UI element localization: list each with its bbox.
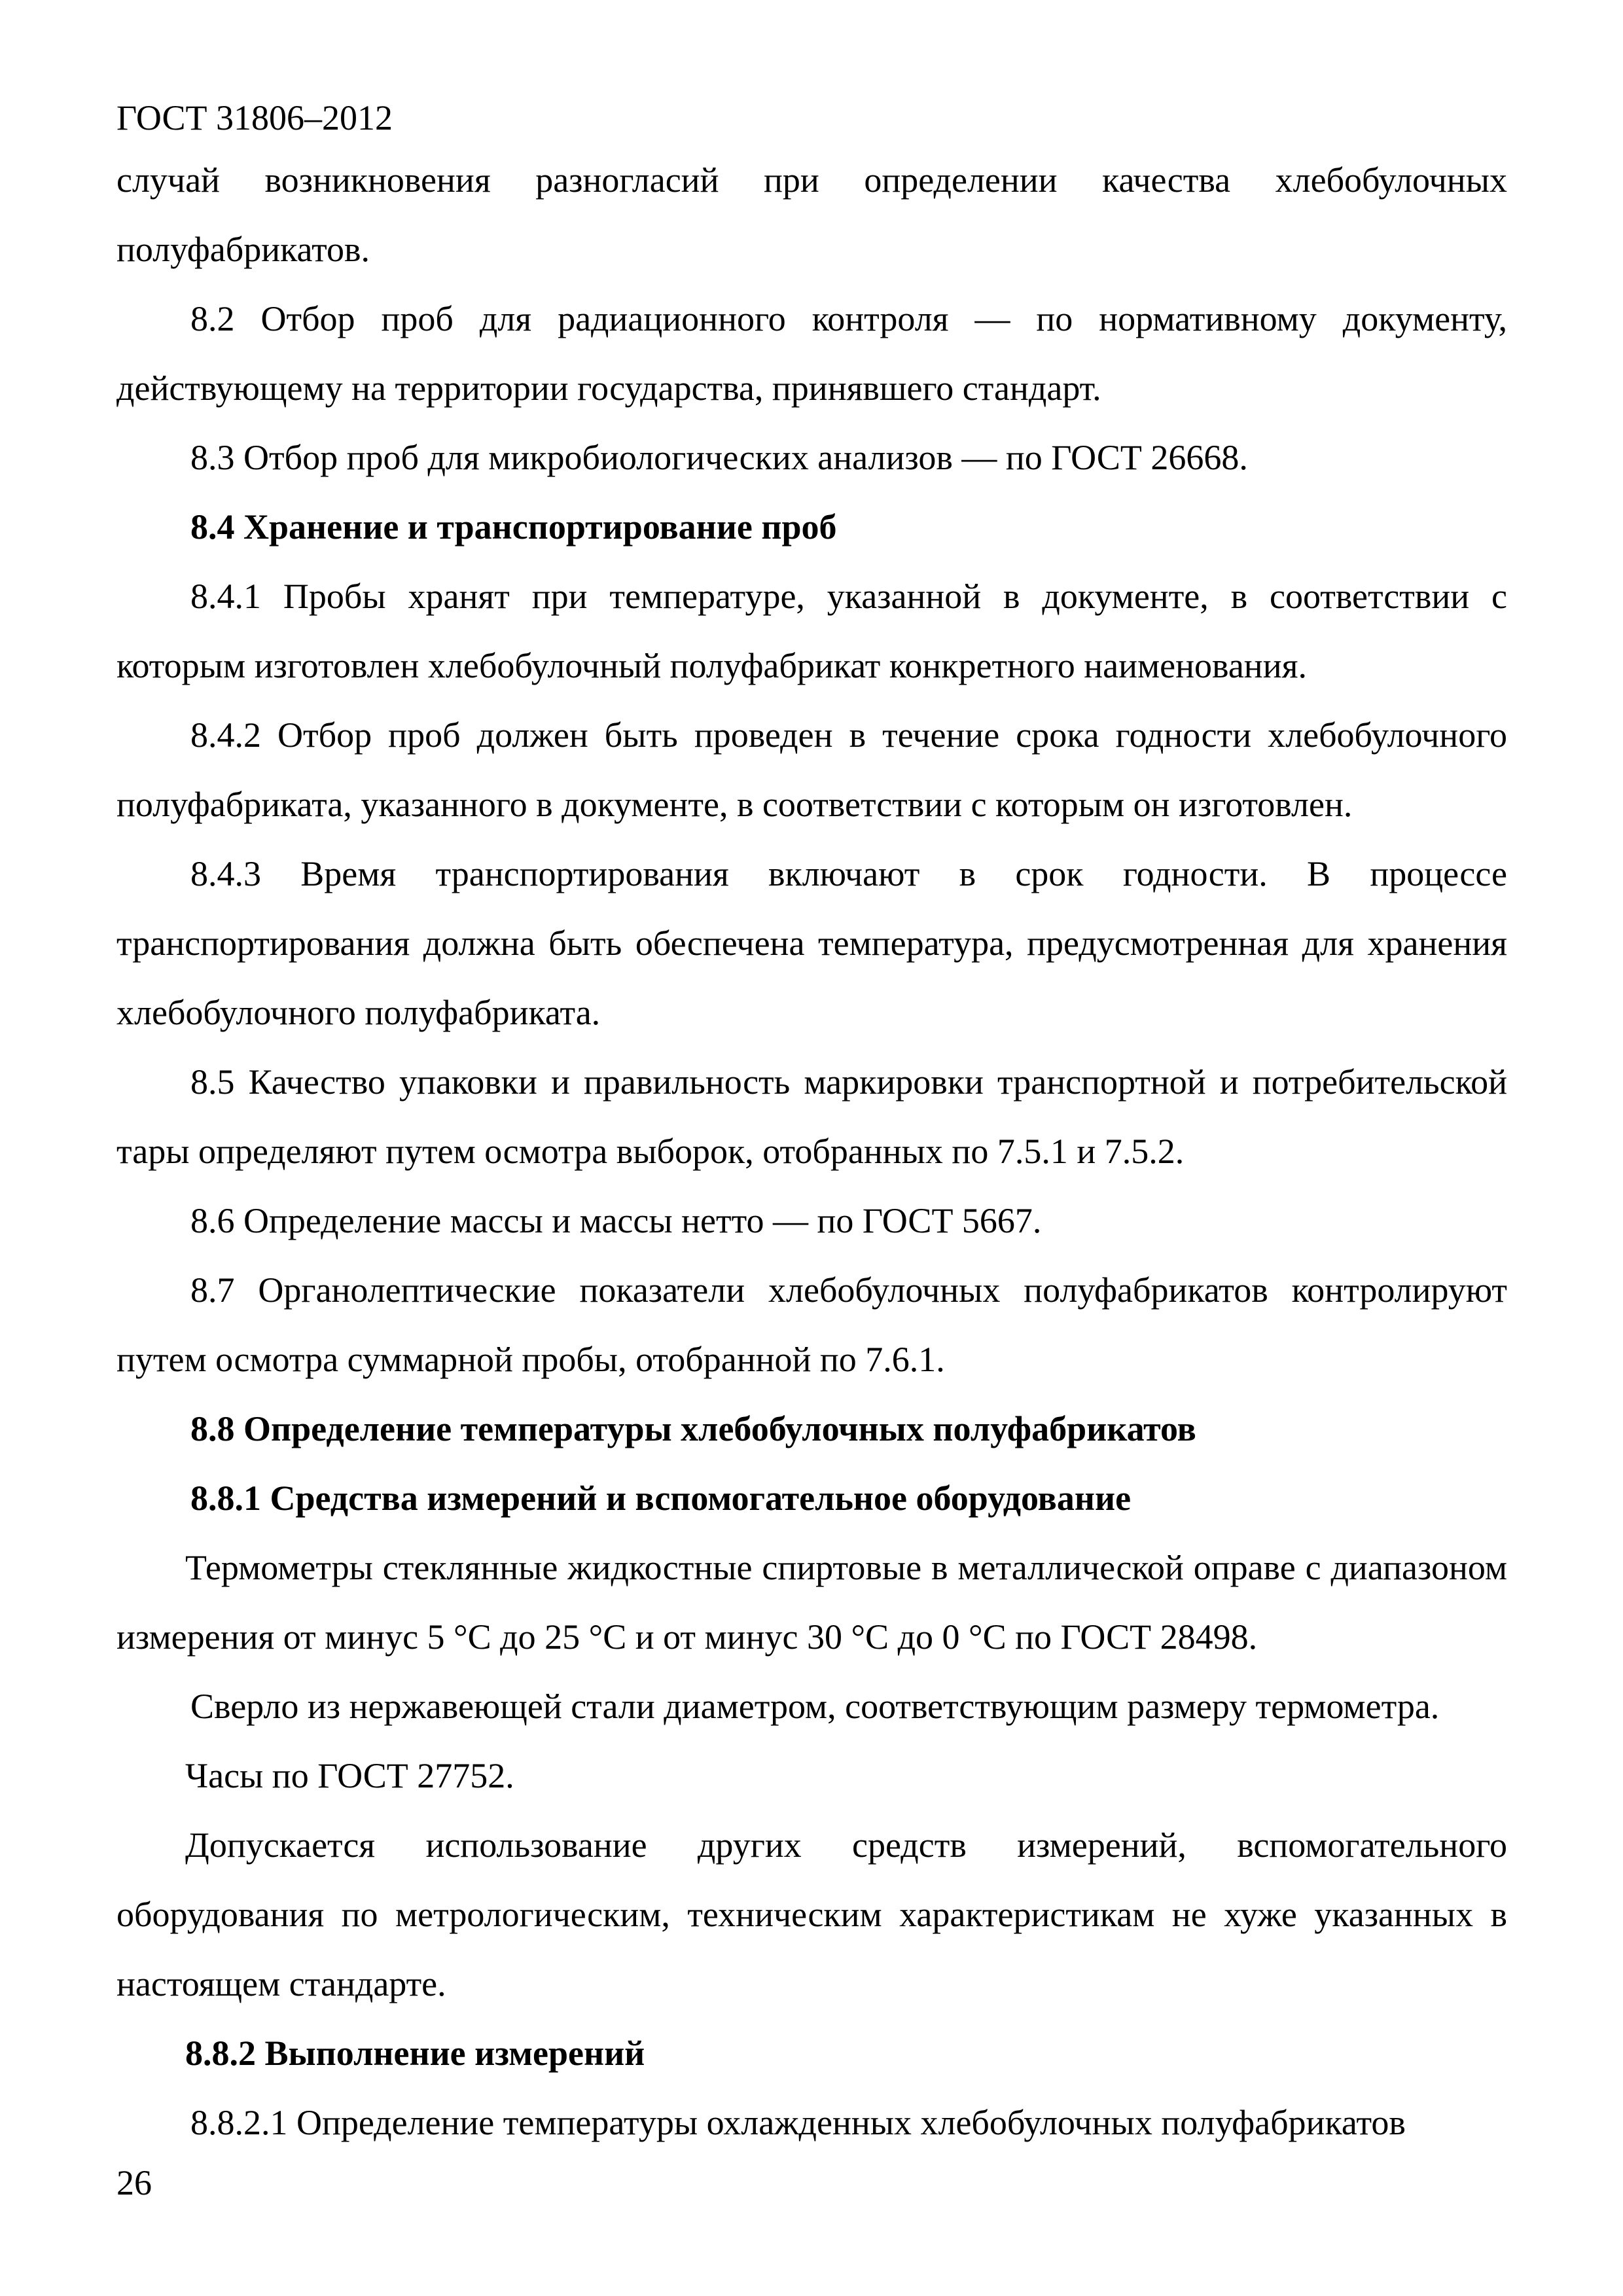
page-number: 26: [116, 2163, 152, 2202]
paragraph-8-7: 8.7 Органолептические показатели хлебобулочных полуфабрикатов контролируют путем осмотра суммарной пробы, отобранной по 7.6.1.: [116, 1270, 1507, 1379]
paragraph-8-4-1: 8.4.1 Пробы хранят при температуре, указанной в документе, в соответствии с которым изготовлен хлебобулочный полуфабрикат конкретного наименования.: [116, 577, 1507, 685]
paragraph-8-4-2: 8.4.2 Отбор проб должен быть проведен в течение срока годности хлебобулочного полуфабриката, указанного в документе, в соответствии с которым он изготовлен.: [116, 715, 1507, 824]
paragraph-8-2: 8.2 Отбор проб для радиационного контроля — по нормативному документу, действующему на территории государства, принявшего стандарт.: [116, 299, 1507, 408]
heading-8-4: 8.4 Хранение и транспортирование проб: [190, 507, 837, 547]
paragraph-allowed-equipment: Допускается использование других средств измерений, вспомогательного оборудования по метрологическим, техническим характеристикам не хуже указанных в настоящем стандарте.: [116, 1825, 1507, 2003]
paragraph-8-3: 8.3 Отбор проб для микробиологических анализов — по ГОСТ 26668.: [190, 438, 1248, 477]
paragraph-8-4-3: 8.4.3 Время транспортирования включают в срок годности. В процессе транспортирования должна быть обеспечена температура, предусмотренная для хранения хлебобулочного полуфабриката.: [116, 854, 1507, 1032]
document-header: ГОСТ 31806–2012: [116, 98, 393, 137]
paragraph-clock: Часы по ГОСТ 27752.: [185, 1756, 514, 1795]
paragraph-thermometers: Термометры стеклянные жидкостные спиртовые в металлической оправе с диапазоном измерения от минус 5 °С до 25 °С и от минус 30 °С до 0 °С по ГОСТ 28498.: [116, 1548, 1507, 1657]
heading-8-8-2: 8.8.2 Выполнение измерений: [185, 2034, 645, 2073]
paragraph-8-5: 8.5 Качество упаковки и правильность маркировки транспортной и потребительской тары определяют путем осмотра выборок, отобранных по 7.5.1 и 7.5.2.: [116, 1062, 1507, 1171]
heading-8-8-1: 8.8.1 Средства измерений и вспомогательное оборудование: [190, 1479, 1132, 1518]
paragraph-8-8-2-1: 8.8.2.1 Определение температуры охлажденных хлебобулочных полуфабрикатов: [190, 2103, 1406, 2142]
paragraph-continuation: случай возникновения разногласий при определении качества хлебобулочных полуфабрикатов.: [116, 160, 1507, 269]
heading-8-8: 8.8 Определение температуры хлебобулочных полуфабрикатов: [190, 1409, 1196, 1448]
paragraph-drill: Сверло из нержавеющей стали диаметром, соответствующим размеру термометра.: [190, 1687, 1440, 1726]
paragraph-8-6: 8.6 Определение массы и массы нетто — по ГОСТ 5667.: [190, 1201, 1042, 1240]
document-body: [116, 145, 1507, 2157]
